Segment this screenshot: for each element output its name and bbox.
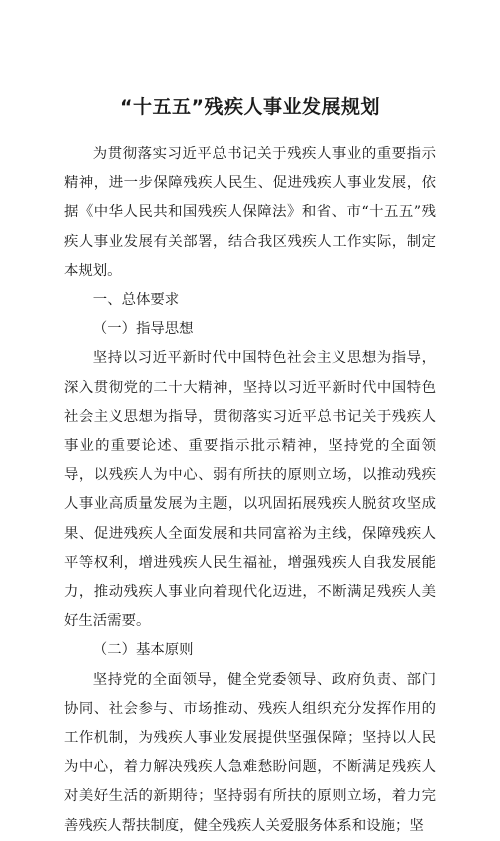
basic-principles-paragraph: 坚持党的全面领导，健全党委领导、政府负责、部门协同、社会参与、市场推动、残疾人组织充分发挥作用的工作机制，为残疾人事业发展提供坚强保障；坚持以人民为中心，着力解决残疾人急难愁盼问题，不断满足残疾人对美好生活的新期待；坚持弱有所扶的原则立场，着力完善残疾人帮扶制度，健全残疾人关爱服务体系和设施；坚 bbox=[64, 671, 436, 834]
intro-paragraph: 为贯彻落实习近平总书记关于残疾人事业的重要指示精神，进一步保障残疾人民生、促进残疾人事业发展，依据《中华人民共和国残疾人保障法》和省、市“十五五”残疾人事业发展有关部署，结合我区残疾人工作实际，制定本规划。 bbox=[64, 146, 436, 279]
section-heading-general-requirements: 一、总体要求 bbox=[92, 292, 180, 309]
document-title: “十五五”残疾人事业发展规划 bbox=[120, 96, 380, 118]
subheading-guiding-ideology: （一）指导思想 bbox=[92, 321, 194, 338]
subheading-basic-principles: （二）基本原则 bbox=[92, 642, 194, 659]
document-body bbox=[64, 140, 436, 841]
guiding-ideology-paragraph: 坚持以习近平新时代中国特色社会主义思想为指导，深入贯彻党的二十大精神，坚持以习近平新时代中国特色社会主义思想为指导，贯彻落实习近平总书记关于残疾人事业的重要论述、重要指示批示精神，坚持党的全面领导，以残疾人为中心、弱有所扶的原则立场，以推动残疾人事业高质量发展为主题，以巩固拓展残疾人脱贫攻坚成果、促进残疾人全面发展和共同富裕为主线，保障残疾人平等权利，增进残疾人民生福祉，增强残疾人自我发展能力，推动残疾人事业向着现代化迈进，不断满足残疾人美好生活需要。 bbox=[64, 350, 436, 630]
